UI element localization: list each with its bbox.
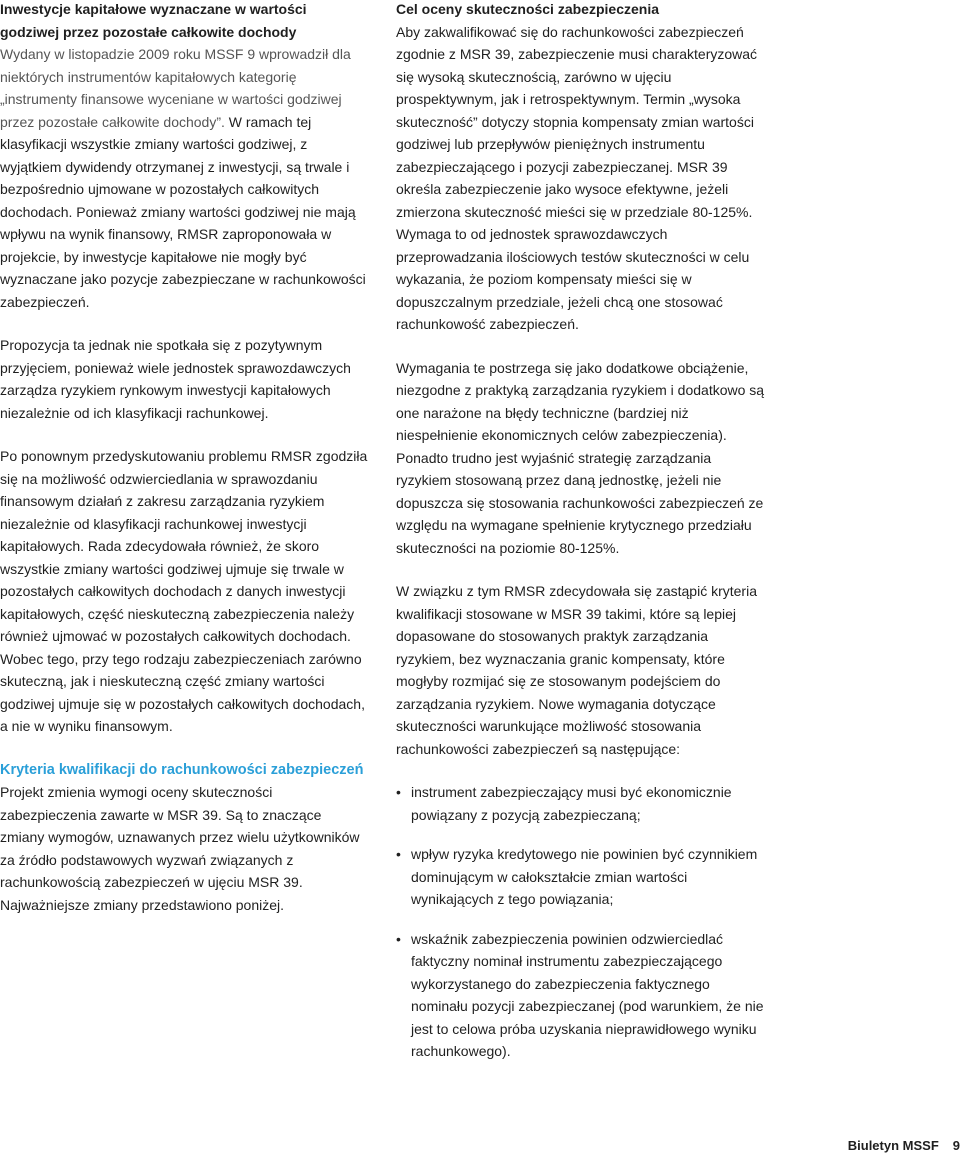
paragraph-equity-intro: [0, 43, 368, 313]
page-number: 9: [952, 1138, 960, 1153]
section-heading-equity-investments: Inwestycje kapitałowe wyznaczane w wartości godziwej przez pozostałe całkowite dochody: [0, 1, 307, 40]
requirements-list: [396, 781, 768, 1063]
publication-title: Biuletyn MSSF: [847, 1138, 939, 1153]
section-heading-qualification-criteria: Kryteria kwalifikacji do rachunkowości zabezpieczeń: [0, 761, 364, 778]
paragraph-high-effectiveness: Aby zakwalifikować się do rachunkowości zabezpieczeń zgodnie z MSR 39, zabezpieczenie musi charakteryzować się wysoką skutecznością, zarówno w ujęciu prospektywnym, jak i retrospektywnym. Termin „wysoka skuteczność” dotyczy stopnia kompensaty zmian wartości godziwej lub przepływów pieniężnych instrumentu zabezpieczającego i pozycji zabezpieczanej. MSR 39 określa zabezpieczenie jako wysoce efektywne, jeżeli zmierzona skuteczność mieści się w przedziale 80-125%. Wymaga to od jednostek sprawozdawczych przeprowadzania ilościowych testów skuteczności w celu wykazania, że poziom kompensaty mieści się w dopuszczalnym przedziale, jeżeli chcą one stosować rachunkowość zabezpieczeń.: [396, 23, 758, 332]
paragraph-additional-burden: Wymagania te postrzega się jako dodatkowe obciążenie, niezgodne z praktyką zarządzania ryzykiem i dodatkowo są one narażone na błędy techniczne (bardziej niż niespełnienie ekonomicznych celów zabezpieczenia). Ponadto trudno jest wyjaśnić strategię zarządzania ryzykiem stosowaną przez daną jednostkę, jeżeli nie dopuszcza się stosowania rachunkowości zabezpieczeń ze względu na wymagane spełnienie krytycznego przedziału skuteczności na poziomie 80-125%.: [396, 359, 765, 556]
list-item: • wskaźnik zabezpieczenia powinien odzwierciedlać faktyczny nominał instrumentu zabezpieczającego wykorzystanego do zabezpieczenia faktycznego nominału pozycji zabezpieczanej (pod warunkiem, że nie jest to celowa próba uzyskania nieprawidłowego wyniku rachunkowego).: [396, 928, 768, 1063]
paragraph-proposal-reception: Propozycja ta jednak nie spotkała się z pozytywnym przyjęciem, ponieważ wiele jednostek sprawozdawczych zarządza ryzykiem rynkowym inwestycji kapitałowych niezależnie od ich klasyfikacji rachunkowej.: [0, 337, 351, 421]
paragraph-effectiveness-changes: Projekt zmienia wymogi oceny skuteczności zabezpieczenia zawarte w MSR 39. Są to znaczące zmiany wymogów, uznawanych przez wielu użytkowników za źródło podstawowych wyzwań związanych z rachunkowością zabezpieczeń w ujęciu MSR 39. Najważniejsze zmiany przedstawiono poniżej.: [0, 784, 360, 913]
list-item: • wpływ ryzyka kredytowego nie powinien być czynnikiem dominującym w całokształcie zmian wartości wynikających z tego powiązania;: [396, 843, 768, 911]
left-column: [0, 0, 368, 937]
section-heading-effectiveness-goal: Cel oceny skuteczności zabezpieczenia: [396, 1, 659, 17]
list-item: • instrument zabezpieczający musi być ekonomicznie powiązany z pozycją zabezpieczaną;: [396, 781, 768, 826]
paragraph-new-requirements: W związku z tym RMSR zdecydowała się zastąpić kryteria kwalifikacji stosowane w MSR 39 takimi, które są lepiej dopasowane do stosowanych praktyk zarządzania ryzykiem, bez wyznaczania granic kompensaty, które mogłyby rozmijać się ze stosowanym podejściem do zarządzania ryzykiem. Nowe wymagania dotyczące skuteczności warunkujące możliwość stosowania rachunkowości zabezpieczeń są następujące:: [396, 583, 757, 757]
page-footer: [848, 1136, 960, 1156]
paragraph-equity-intro-rest: W ramach tej klasyfikacji wszystkie zmiany wartości godziwej, z wyjątkiem dywidendy otrzymanej z inwestycji, są trwale i bezpośrednio ujmowane w pozostałych całkowitych dochodach. Ponieważ zmiany wartości godziwej nie mają wpływu na wynik finansowy, RMSR zaproponowała w projekcie, by inwestycje kapitałowe nie mogły być wyznaczane jako pozycje zabezpieczane w rachunkowości zabezpieczeń.: [0, 113, 366, 310]
right-column: [396, 0, 768, 1080]
paragraph-rmsr-decision: Po ponownym przedyskutowaniu problemu RMSR zgodziła się na możliwość odzwierciedlania w sprawozdaniu finansowym działań z zakresu zarządzania ryzykiem niezależnie od klasyfikacji rachunkowej inwestycji kapitałowych. Rada zdecydowała również, że skoro wszystkie zmiany wartości godziwej ujmuje się trwale w pozostałych całkowitych dochodach z danych inwestycji kapitałowych, część nieskuteczną zabezpieczenia należy również ujmować w pozostałych całkowitych dochodach. Wobec tego, przy tego rodzaju zabezpieczeniach zarówno skuteczną, jak i nieskuteczną część zmiany wartości godziwej ujmuje się w pozostałych całkowitych dochodach, a nie w wyniku finansowym.: [0, 448, 368, 734]
paragraph-equity-intro-lead: Wydany w listopadzie 2009 roku MSSF 9 wprowadził dla niektórych instrumentów kapitałowych kategorię „instrumenty finansowe wyceniane w wartości godziwej przez pozostałe całkowite dochody”.: [0, 46, 351, 130]
